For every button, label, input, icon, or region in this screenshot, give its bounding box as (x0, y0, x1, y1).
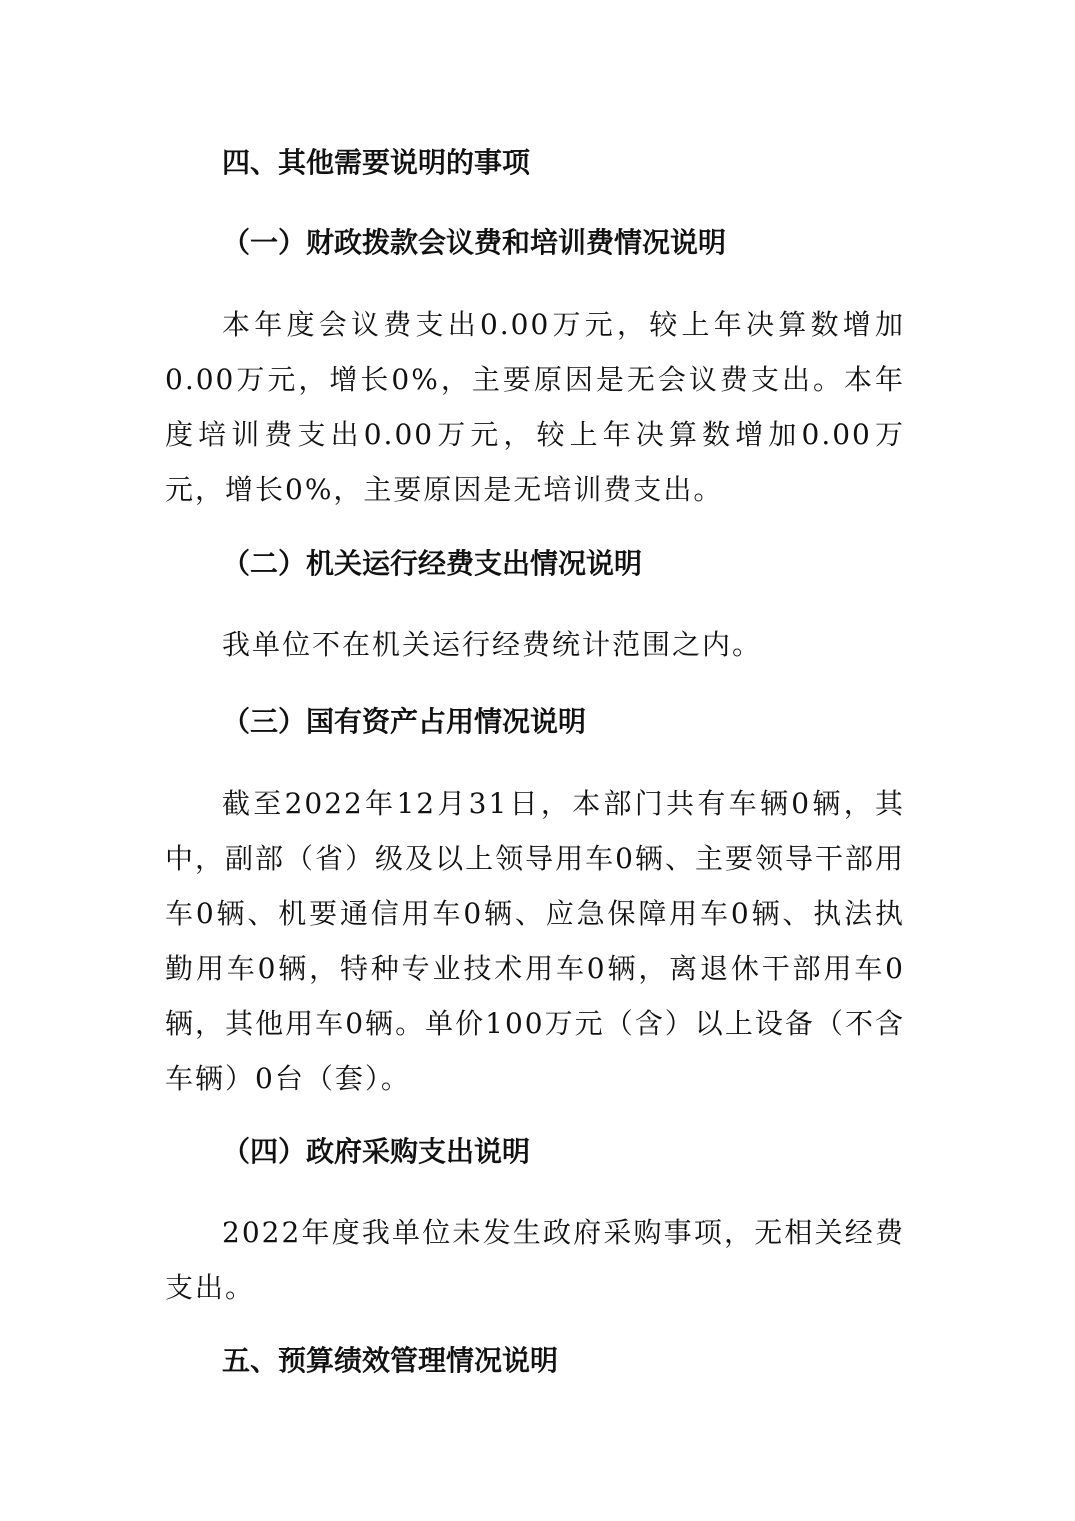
subsection-4-body: 2022年度我单位未发生政府采购事项，无相关经费支出。 (165, 1216, 905, 1304)
section-5-heading: 五、预算绩效管理情况说明 (222, 1344, 559, 1377)
subsection-1-body: 本年度会议费支出0.00万元，较上年决算数增加0.00万元，增长0%，主要原因是无会议费支出。本年度培训费支出0.00万元，较上年决算数增加0.00万元，增长0%，主要原因是无培训费支出。 (165, 308, 905, 506)
subsection-4-heading: （四）政府采购支出说明 (222, 1135, 531, 1168)
subsection-3-heading: （三）国有资产占用情况说明 (222, 705, 587, 738)
section-4-heading: 四、其他需要说明的事项 (222, 146, 531, 179)
subsection-2-body: 我单位不在机关运行经费统计范围之内。 (222, 628, 763, 661)
subsection-1-heading: （一）财政拨款会议费和培训费情况说明 (222, 226, 727, 259)
subsection-3-body: 截至2022年12月31日，本部门共有车辆0辆，其中，副部（省）级及以上领导用车0辆、主要领导干部用车0辆、机要通信用车0辆、应急保障用车0辆、执法执勤用车0辆，特种专业技术用车0辆，离退休干部用车0辆，其他用车0辆。单价100万元（含）以上设备（不含车辆）0台（套）。 (165, 787, 905, 1095)
subsection-2-heading: （二）机关运行经费支出情况说明 (222, 547, 643, 580)
